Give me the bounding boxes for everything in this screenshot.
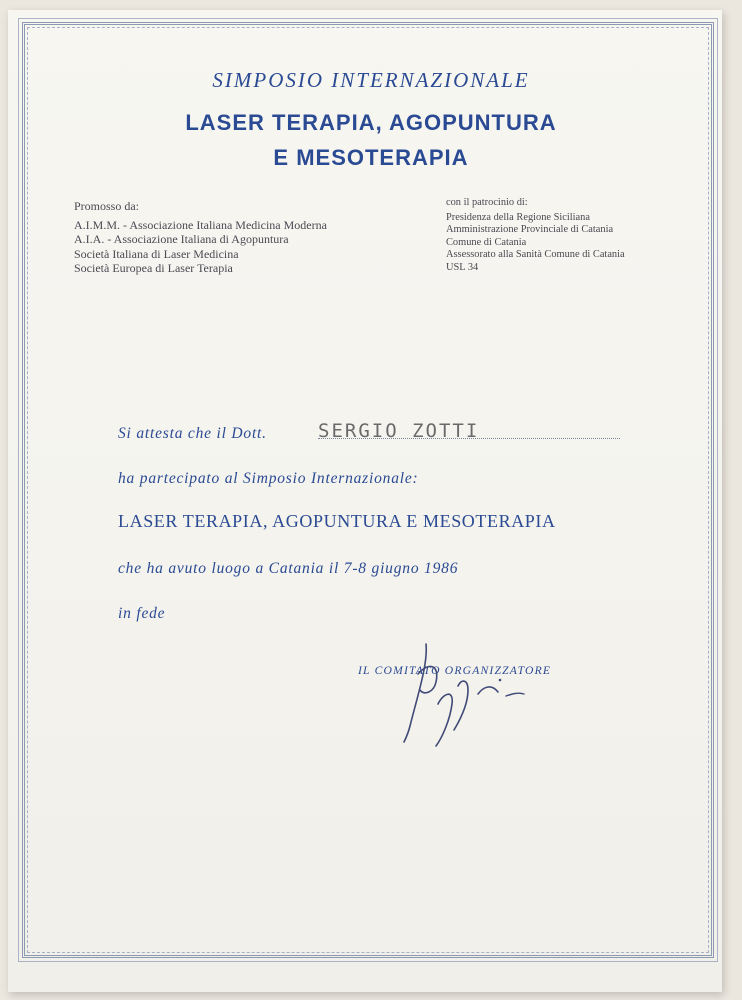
patronage-item: Presidenza della Regione Siciliana [446,211,590,223]
event-title: LASER TERAPIA, AGOPUNTURA E MESOTERAPIA [118,511,556,531]
patronage-item: Comune di Catania [446,236,527,248]
symposium-title-line2: E MESOTERAPIA [273,145,469,170]
symposium-subtitle: SIMPOSIO INTERNAZIONALE [212,68,530,92]
symposium-title-line1: LASER TERAPIA, AGOPUNTURA [185,110,557,135]
patronage-block [446,197,706,275]
patronage-label: con il patrocinio di: [446,197,528,208]
promoter-item: A.I.A. - Associazione Italiana di Agopuntura [74,232,289,247]
patronage-item: Assessorato alla Sanità Comune di Catania [446,249,625,261]
recipient-name: SERGIO ZOTTI [318,420,480,442]
place-date: che ha avuto luogo a Catania il 7-8 giugno 1986 [118,560,459,577]
patronage-item: Amministrazione Provinciale di Catania [446,224,614,236]
promoter-item: A.I.M.M. - Associazione Italiana Medicina Moderna [74,218,327,233]
in-fede: in fede [118,605,166,622]
promoter-item: Società Europea di Laser Terapia [74,260,233,275]
attest-prefix: Si attesta che il Dott. [118,425,267,442]
participation-text: ha partecipato al Simposio Internazionale: [118,470,419,487]
promoters-block [74,199,404,275]
committee-label: IL COMITATO ORGANIZZATORE [358,664,552,677]
promoters-label: Promosso da: [74,199,140,213]
patronage-item: USL 34 [446,261,479,273]
signature-icon [388,634,538,749]
promoter-item: Società Italiana di Laser Medicina [74,246,239,261]
